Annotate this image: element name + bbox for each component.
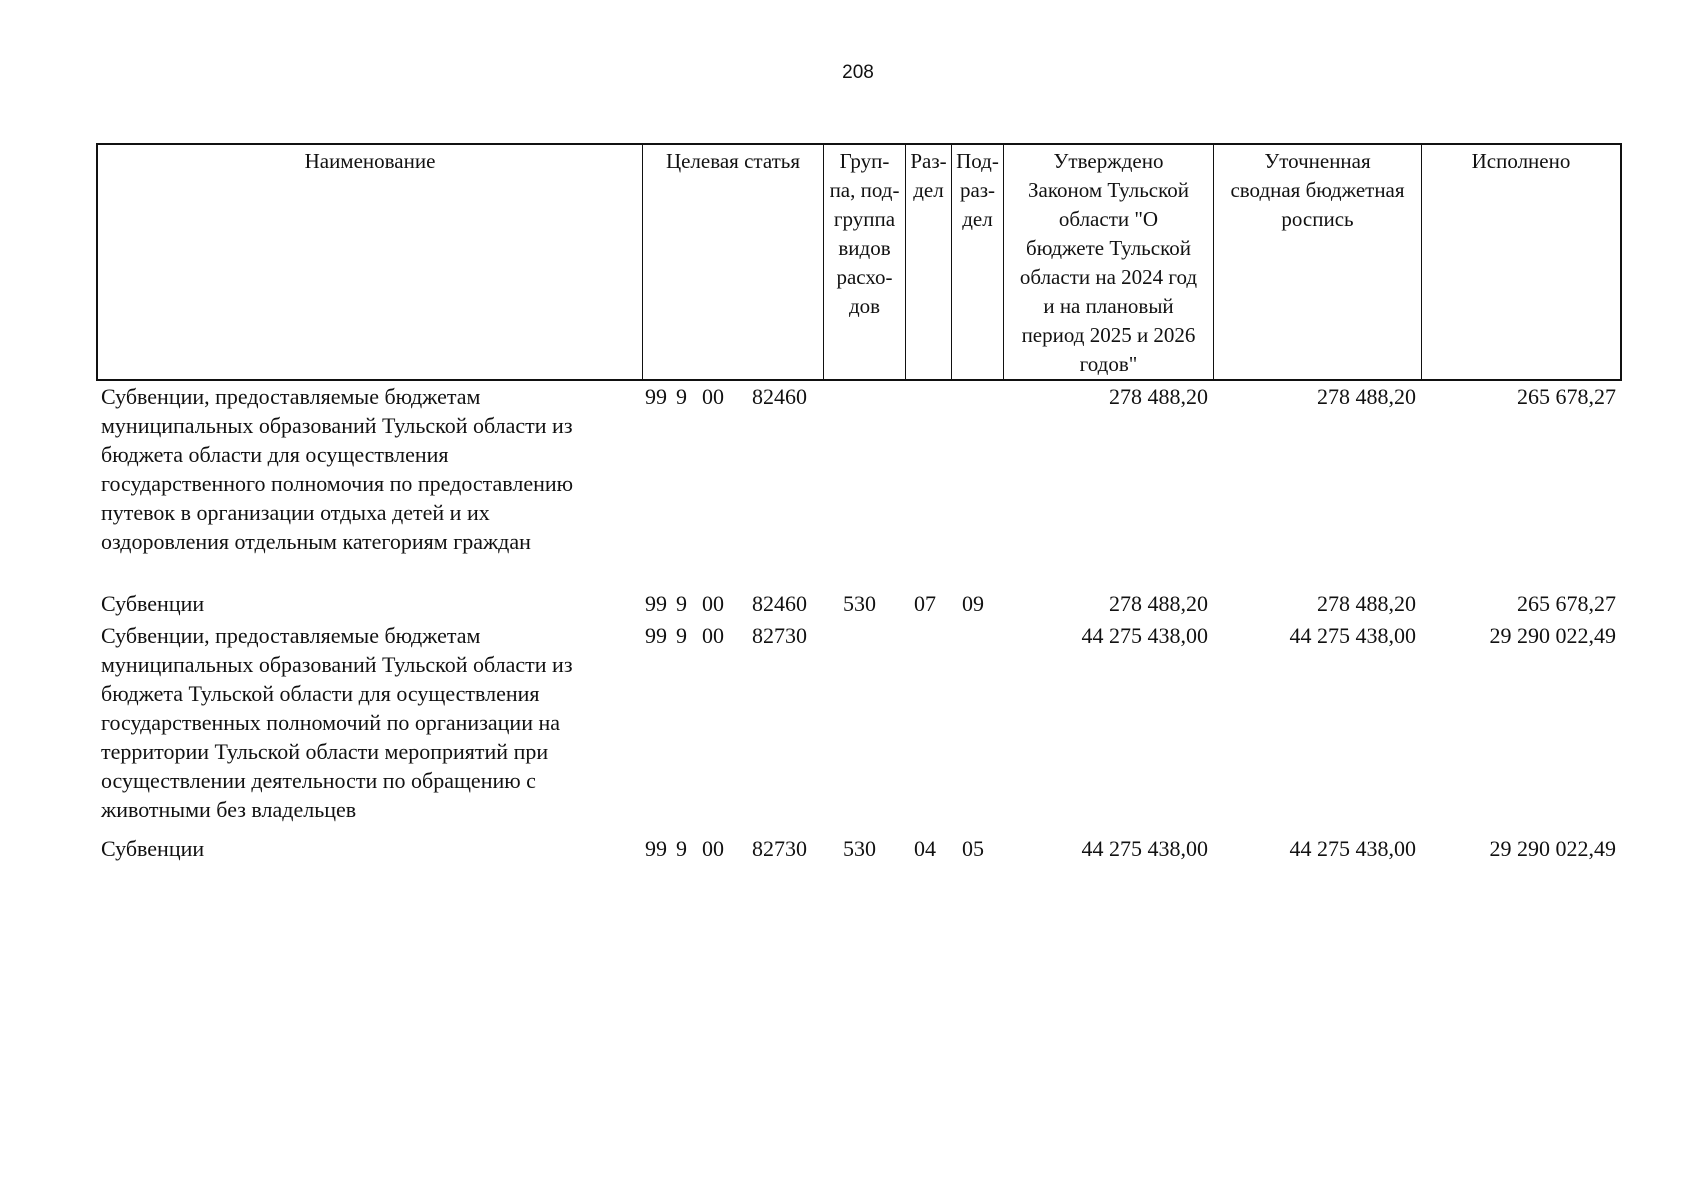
approved-amount: 44 275 438,00 (1081, 836, 1208, 861)
page-number: 208 (842, 62, 874, 83)
refined-amount: 278 488,20 (1317, 591, 1416, 616)
code-part-4: 82730 (752, 836, 807, 861)
header-subsection: Под- раз- дел (952, 145, 1004, 379)
refined-amount: 44 275 438,00 (1289, 836, 1416, 861)
code-part-1: 99 (645, 591, 667, 616)
code-part-1: 99 (645, 623, 667, 648)
header-target-article: Целевая статья (643, 145, 824, 379)
code-part-2: 9 (676, 384, 687, 409)
code-part-2: 9 (676, 623, 687, 648)
approved-amount: 278 488,20 (1109, 384, 1208, 409)
code-part-4: 82730 (752, 623, 807, 648)
code-part-3: 00 (702, 591, 724, 616)
executed-amount: 29 290 022,49 (1489, 836, 1616, 861)
expense-group: 530 (843, 836, 876, 861)
code-part-4: 82460 (752, 591, 807, 616)
row-name: Субвенции (101, 591, 205, 616)
section: 04 (914, 836, 936, 861)
refined-amount: 278 488,20 (1317, 384, 1416, 409)
subsection: 09 (962, 591, 984, 616)
header-section: Раз- дел (906, 145, 952, 379)
row-name: Субвенции (101, 836, 205, 861)
row-name: Субвенции, предоставляемые бюджетам муниципальных образований Тульской области из бюджета области для осуществления государственного полномочия по предоставлению путевок в организации отдыха детей и их оздоровления отдельным категориям граждан (101, 384, 574, 554)
code-part-4: 82460 (752, 384, 807, 409)
section: 07 (914, 591, 936, 616)
approved-amount: 278 488,20 (1109, 591, 1208, 616)
code-part-3: 00 (702, 623, 724, 648)
code-part-2: 9 (676, 836, 687, 861)
expense-group: 530 (843, 591, 876, 616)
header-executed: Исполнено (1471, 149, 1571, 173)
code-part-1: 99 (645, 836, 667, 861)
executed-amount: 265 678,27 (1517, 384, 1616, 409)
header-expense-group: Груп- па, под- группа видов расхо- дов (824, 145, 906, 379)
code-part-3: 00 (702, 384, 724, 409)
header-refined: Уточненная сводная бюджетная роспись (1214, 145, 1422, 379)
header-name: Наименование (98, 145, 643, 379)
code-part-3: 00 (702, 836, 724, 861)
executed-amount: 265 678,27 (1517, 591, 1616, 616)
table-header (96, 143, 1622, 381)
refined-amount: 44 275 438,00 (1289, 623, 1416, 648)
code-part-2: 9 (676, 591, 687, 616)
subsection: 05 (962, 836, 984, 861)
header-approved: Утверждено Законом Тульской области "О бюджете Тульской области на 2024 год и на плановый период 2025 и 2026 годов" (1004, 145, 1214, 379)
code-part-1: 99 (645, 384, 667, 409)
approved-amount: 44 275 438,00 (1081, 623, 1208, 648)
row-name: Субвенции, предоставляемые бюджетам муниципальных образований Тульской области из бюджета Тульской области для осуществления государственных полномочий по организации на территории Тульской области мероприятий при осуществлении деятельности по обращению с животными без владельцев (101, 623, 573, 822)
executed-amount: 29 290 022,49 (1489, 623, 1616, 648)
